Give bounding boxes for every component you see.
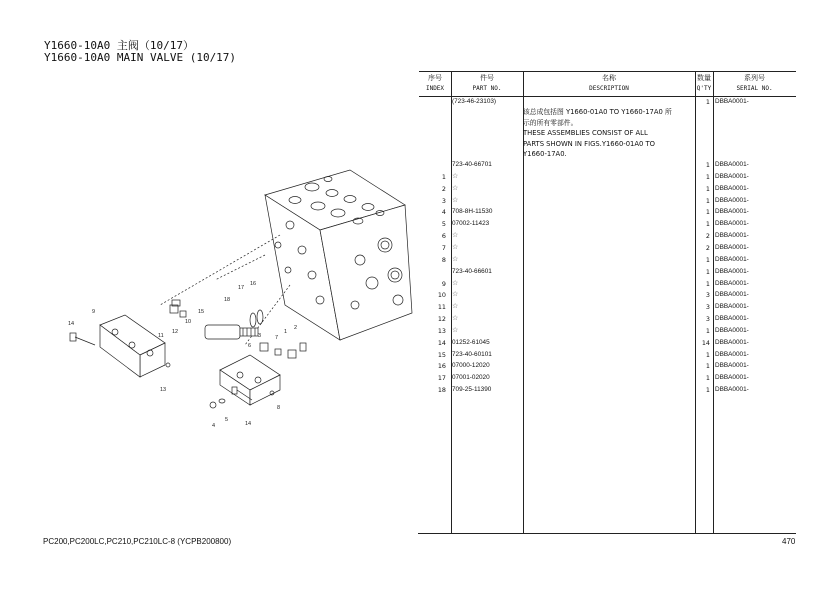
- header-qty-cn: 数量: [697, 74, 711, 82]
- part-number: ☆: [452, 243, 459, 251]
- quantity: 1: [705, 362, 710, 371]
- part-number: ☆: [452, 326, 459, 334]
- part-number: ☆: [452, 303, 459, 311]
- header-desc-en: DESCRIPTION: [589, 85, 629, 92]
- serial-number: DBBA0001-: [715, 386, 749, 394]
- assembly-note: [523, 107, 703, 160]
- callout-9: 9: [92, 309, 96, 315]
- table-row: [419, 337, 796, 349]
- row-index: 13: [437, 326, 446, 335]
- header-part-cn: 件号: [480, 74, 494, 82]
- table-row: [419, 325, 796, 337]
- cover-block-9: [100, 315, 165, 377]
- part-number: ☆: [452, 172, 459, 180]
- part-number: ☆: [452, 255, 459, 263]
- row-index: 7: [441, 243, 446, 252]
- callout-12: 12: [172, 329, 179, 335]
- quantity: 1: [705, 161, 710, 169]
- row-index: 15: [437, 350, 446, 359]
- callout-16: 16: [250, 281, 257, 287]
- quantity: 1: [705, 208, 710, 217]
- serial-number: DBBA0001-: [715, 362, 749, 370]
- header-qty-en: Q'TY: [696, 85, 712, 92]
- table-row: [419, 242, 796, 254]
- relief-valve-15: [205, 325, 258, 339]
- row-index: 6: [441, 232, 446, 241]
- quantity: 1: [705, 196, 710, 205]
- serial-number: DBBA0001-: [715, 196, 749, 204]
- quantity: 2: [705, 232, 710, 241]
- quantity: 3: [705, 291, 710, 300]
- serial-number: DBBA0001-: [715, 184, 749, 192]
- callout-5: 5: [225, 417, 229, 423]
- header-desc-cn: 名称: [602, 74, 616, 82]
- quantity: 3: [705, 303, 710, 312]
- quantity: 1: [705, 326, 710, 335]
- table-row: [419, 349, 796, 361]
- quantity: 1: [705, 279, 710, 288]
- callout-7: 7: [275, 335, 279, 341]
- callout-13: 13: [160, 387, 167, 393]
- row-index: 2: [441, 184, 446, 193]
- part-number: ☆: [452, 184, 459, 192]
- quantity: 1: [705, 220, 710, 229]
- quantity: 1: [705, 374, 710, 383]
- quantity: 1: [705, 267, 710, 276]
- page-number: 470: [782, 537, 796, 546]
- callout-8: 8: [277, 405, 281, 411]
- serial-number: DBBA0001-: [715, 220, 749, 228]
- footer-models: PC200,PC200LC,PC210,PC210LC-8 (YCPB200800): [43, 537, 232, 546]
- callout-18: 18: [224, 297, 231, 303]
- header-serial-en: SERIAL NO.: [736, 85, 773, 92]
- serial-number: DBBA0001-: [715, 291, 749, 299]
- row-index: 3: [441, 196, 446, 205]
- callout-11: 11: [158, 333, 164, 339]
- quantity: 3: [705, 315, 710, 324]
- callout-17: 17: [238, 285, 245, 291]
- row-index: 16: [437, 362, 446, 371]
- table-row: [419, 372, 796, 384]
- table-row: [419, 159, 796, 171]
- callout-4: 4: [212, 423, 216, 429]
- row-index: 1: [441, 172, 446, 181]
- callout-1: 1: [284, 329, 288, 335]
- header-serial-cn: 系列号: [744, 74, 765, 82]
- note-line: PARTS SHOWN IN FIGS.Y1660-01A0 TO: [523, 139, 656, 148]
- header-part-en: PART NO.: [472, 85, 502, 92]
- serial-number: DBBA0001-: [715, 338, 749, 346]
- table-row: [419, 384, 796, 396]
- part-number: 723-40-66601: [452, 267, 492, 275]
- header-index-en: INDEX: [425, 85, 445, 92]
- part-number: ☆: [452, 196, 459, 204]
- table-header: [419, 71, 796, 97]
- serial-number: DBBA0001-: [715, 172, 749, 180]
- table-row: [419, 183, 796, 195]
- serial-number: DBBA0001-: [715, 315, 749, 323]
- table-row: [419, 313, 796, 325]
- serial-number: DBBA0001-: [715, 374, 749, 382]
- callout-2: 2: [294, 325, 298, 331]
- part-number: 708-8H-11530: [452, 208, 493, 216]
- page-title-en: Y1660-10A0 MAIN VALVE (10/17): [44, 51, 237, 64]
- row-index: 14: [437, 338, 446, 347]
- part-number: 07002-11423: [452, 220, 490, 228]
- serial-number: DBBA0001-: [715, 208, 749, 216]
- serial-number: DBBA0001-: [715, 232, 749, 240]
- note-line: 该总成包括图 Y1660-01A0 TO Y1660-17A0 所: [523, 108, 672, 116]
- serial-number: DBBA0001-: [715, 255, 749, 263]
- row-index: 4: [441, 208, 446, 217]
- table-row: [419, 206, 796, 218]
- part-number: (723-46-23103): [452, 98, 497, 105]
- cover-block-1: [220, 355, 280, 405]
- note-line: 示的所有零部件。: [523, 118, 578, 127]
- table-row: [419, 254, 796, 266]
- callout-15: 15: [198, 309, 205, 315]
- footer-divider: [418, 533, 796, 534]
- table-row: [419, 195, 796, 207]
- row-index: 9: [441, 279, 446, 288]
- table-row: [419, 289, 796, 301]
- row-index: 5: [441, 220, 446, 229]
- serial-number: DBBA0001-: [715, 161, 749, 168]
- row-index: 11: [437, 303, 446, 312]
- row-index: 12: [437, 315, 446, 324]
- quantity: 1: [705, 386, 710, 395]
- serial-number: DBBA0001-: [715, 326, 749, 334]
- table-row: [419, 218, 796, 230]
- callout-3: 3: [258, 333, 262, 339]
- serial-number: DBBA0001-: [715, 303, 749, 311]
- callout-6: 6: [248, 343, 252, 349]
- row-index: 10: [437, 291, 446, 300]
- quantity: 1: [705, 98, 710, 106]
- part-number: 07001-02020: [452, 374, 490, 382]
- table-row: [419, 230, 796, 242]
- note-line: THESE ASSEMBLIES CONSIST OF ALL: [523, 129, 648, 137]
- part-number: 07000-12020: [452, 362, 490, 370]
- quantity: 14: [701, 338, 710, 347]
- page-title-cn: Y1660-10A0 主阀（10/17）: [44, 39, 194, 52]
- part-number: 709-25-11390: [452, 386, 492, 394]
- part-number: 723-40-60101: [452, 350, 492, 358]
- part-number: ☆: [452, 315, 459, 323]
- quantity: 1: [705, 172, 710, 181]
- part-number: 01252-61045: [452, 338, 490, 346]
- part-number: ☆: [452, 279, 459, 287]
- quantity: 1: [705, 350, 710, 359]
- serial-number: DBBA0001-: [715, 243, 749, 251]
- row-index: 8: [441, 255, 446, 264]
- callout-14b: 14: [245, 421, 252, 427]
- serial-number: DBBA0001-: [715, 267, 749, 275]
- exploded-valve-diagram: [50, 165, 420, 445]
- table-row: [419, 266, 796, 278]
- table-row: [419, 278, 796, 290]
- quantity: 1: [705, 255, 710, 264]
- row-index: 17: [437, 374, 446, 383]
- header-index-cn: 序号: [428, 74, 442, 82]
- diagram-callout-labels: [68, 281, 297, 429]
- serial-number: DBBA0001-: [715, 350, 749, 358]
- part-number: ☆: [452, 232, 459, 240]
- row-index: 18: [437, 386, 446, 395]
- part-number: ☆: [452, 291, 459, 299]
- serial-number: DBBA0001-: [715, 279, 749, 287]
- table-row: [419, 171, 796, 183]
- serial-number: DBBA0001-: [715, 98, 749, 105]
- callout-14: 14: [68, 321, 75, 327]
- quantity: 1: [705, 184, 710, 193]
- quantity: 2: [705, 243, 710, 252]
- callout-10: 10: [185, 319, 192, 325]
- table-row: [419, 301, 796, 313]
- note-line: Y1660-17A0.: [523, 150, 567, 158]
- part-number: 723-40-66701: [452, 161, 492, 168]
- table-row: [419, 360, 796, 372]
